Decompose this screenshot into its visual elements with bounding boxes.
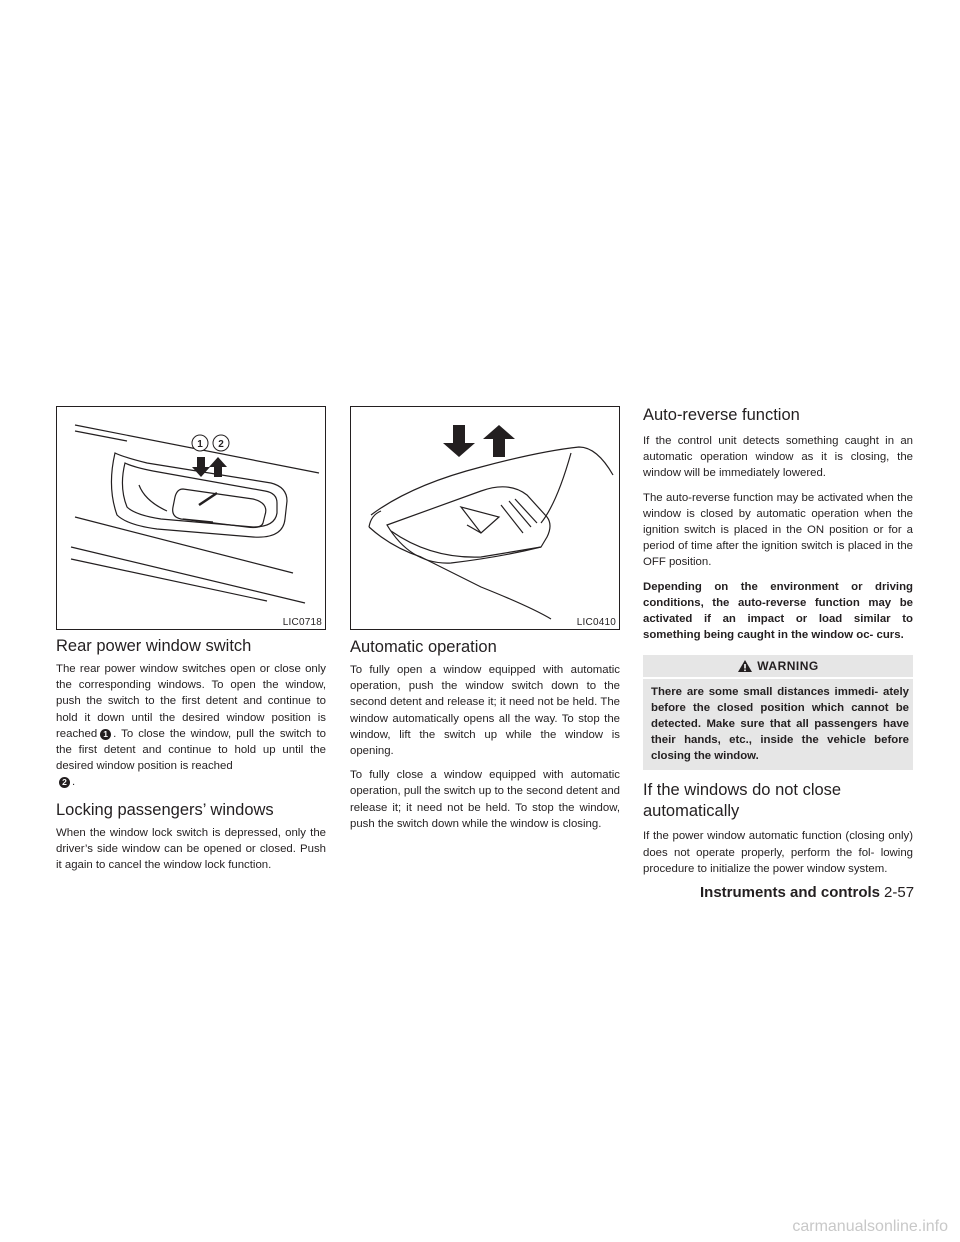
rear-switch-illustration [57,407,326,630]
text-segment: The rear power window switches open or close only the corresponding windows. To open the window, push the switch to the first detent and continue to hold it down until the desired window position is reached [56,663,326,740]
callout-2: 2 [218,439,224,450]
warning-title: WARNING [757,659,819,674]
heading-automatic-operation: Automatic operation [350,638,497,656]
paragraph-auto-reverse-1: If the control unit detects something caught in an automatic operation window as it is closing, the window will be immediately lowered. [643,435,913,480]
heading-windows-do-not-close: If the windows do not close automatically [643,781,842,821]
figure-label: LIC0718 [282,617,322,628]
figure-rear-window-switch [56,406,326,630]
heading-locking-passengers-windows: Locking passengers’ windows [56,800,274,819]
paragraph-auto-reverse-2: The auto-reverse function may be activated when the window is closed by automatic operation when the ignition switch is placed in the ON position or for a period of time after the ignition switch is placed in the OFF position. [643,491,913,569]
callout-1: 1 [197,439,203,450]
warning-triangle-icon [737,659,753,673]
page-number: 2-57 [884,884,915,901]
column-right [643,405,913,877]
warning-text: There are some small distances immedi- ately before the closed position which cannot be detected. Make sure that all passengers have their hands, etc., inside the vehicle before closing the window. [643,679,913,770]
text-segment: . To close the window, pull the switch to the first detent and continue to hold up until the desired window position is reached [56,727,326,773]
figure-label: LIC0410 [576,617,616,628]
auto-switch-illustration [351,407,620,630]
figure-automatic-operation [350,406,620,630]
text-segment: . [72,776,76,789]
paragraph-rear-switch [56,661,326,791]
heading-auto-reverse-function: Auto-reverse function [643,406,800,424]
paragraph-auto-open: To fully open a window equipped with automatic operation, push the window switch down to the second detent and release it; it need not be held. The window automatically opens all the way. To stop the window, lift the switch up while the window is opening. [350,664,620,758]
watermark: carmanualsonline.info [792,1218,948,1235]
column-left [56,636,326,873]
paragraph-auto-close: To fully close a window equipped with automatic operation, pull the switch up to the second detent and release it; it need not be held. To stop the window, push the switch down while the window is closing. [350,769,620,830]
page-footer [700,884,914,901]
warning-header [643,655,913,677]
column-middle [350,637,620,832]
paragraph-auto-reverse-bold: Depending on the environment or driving conditions, the auto-reverse function may be activated if an impact or load similar to something being caught in the window oc- curs. [643,580,913,642]
ref-2-icon: 2 [59,777,70,788]
paragraph-windows-do-not-close: If the power window automatic function (closing only) does not operate properly, perform the fol- lowing procedure to initialize the power window system. [643,830,913,875]
footer-section-title: Instruments and controls [700,884,881,901]
warning-box [643,655,913,770]
paragraph-locking: When the window lock switch is depressed, only the driver’s side window can be opened or closed. Push it again to cancel the window lock function. [56,826,326,872]
ref-1-icon: 1 [100,729,111,740]
heading-rear-power-window-switch: Rear power window switch [56,637,252,655]
